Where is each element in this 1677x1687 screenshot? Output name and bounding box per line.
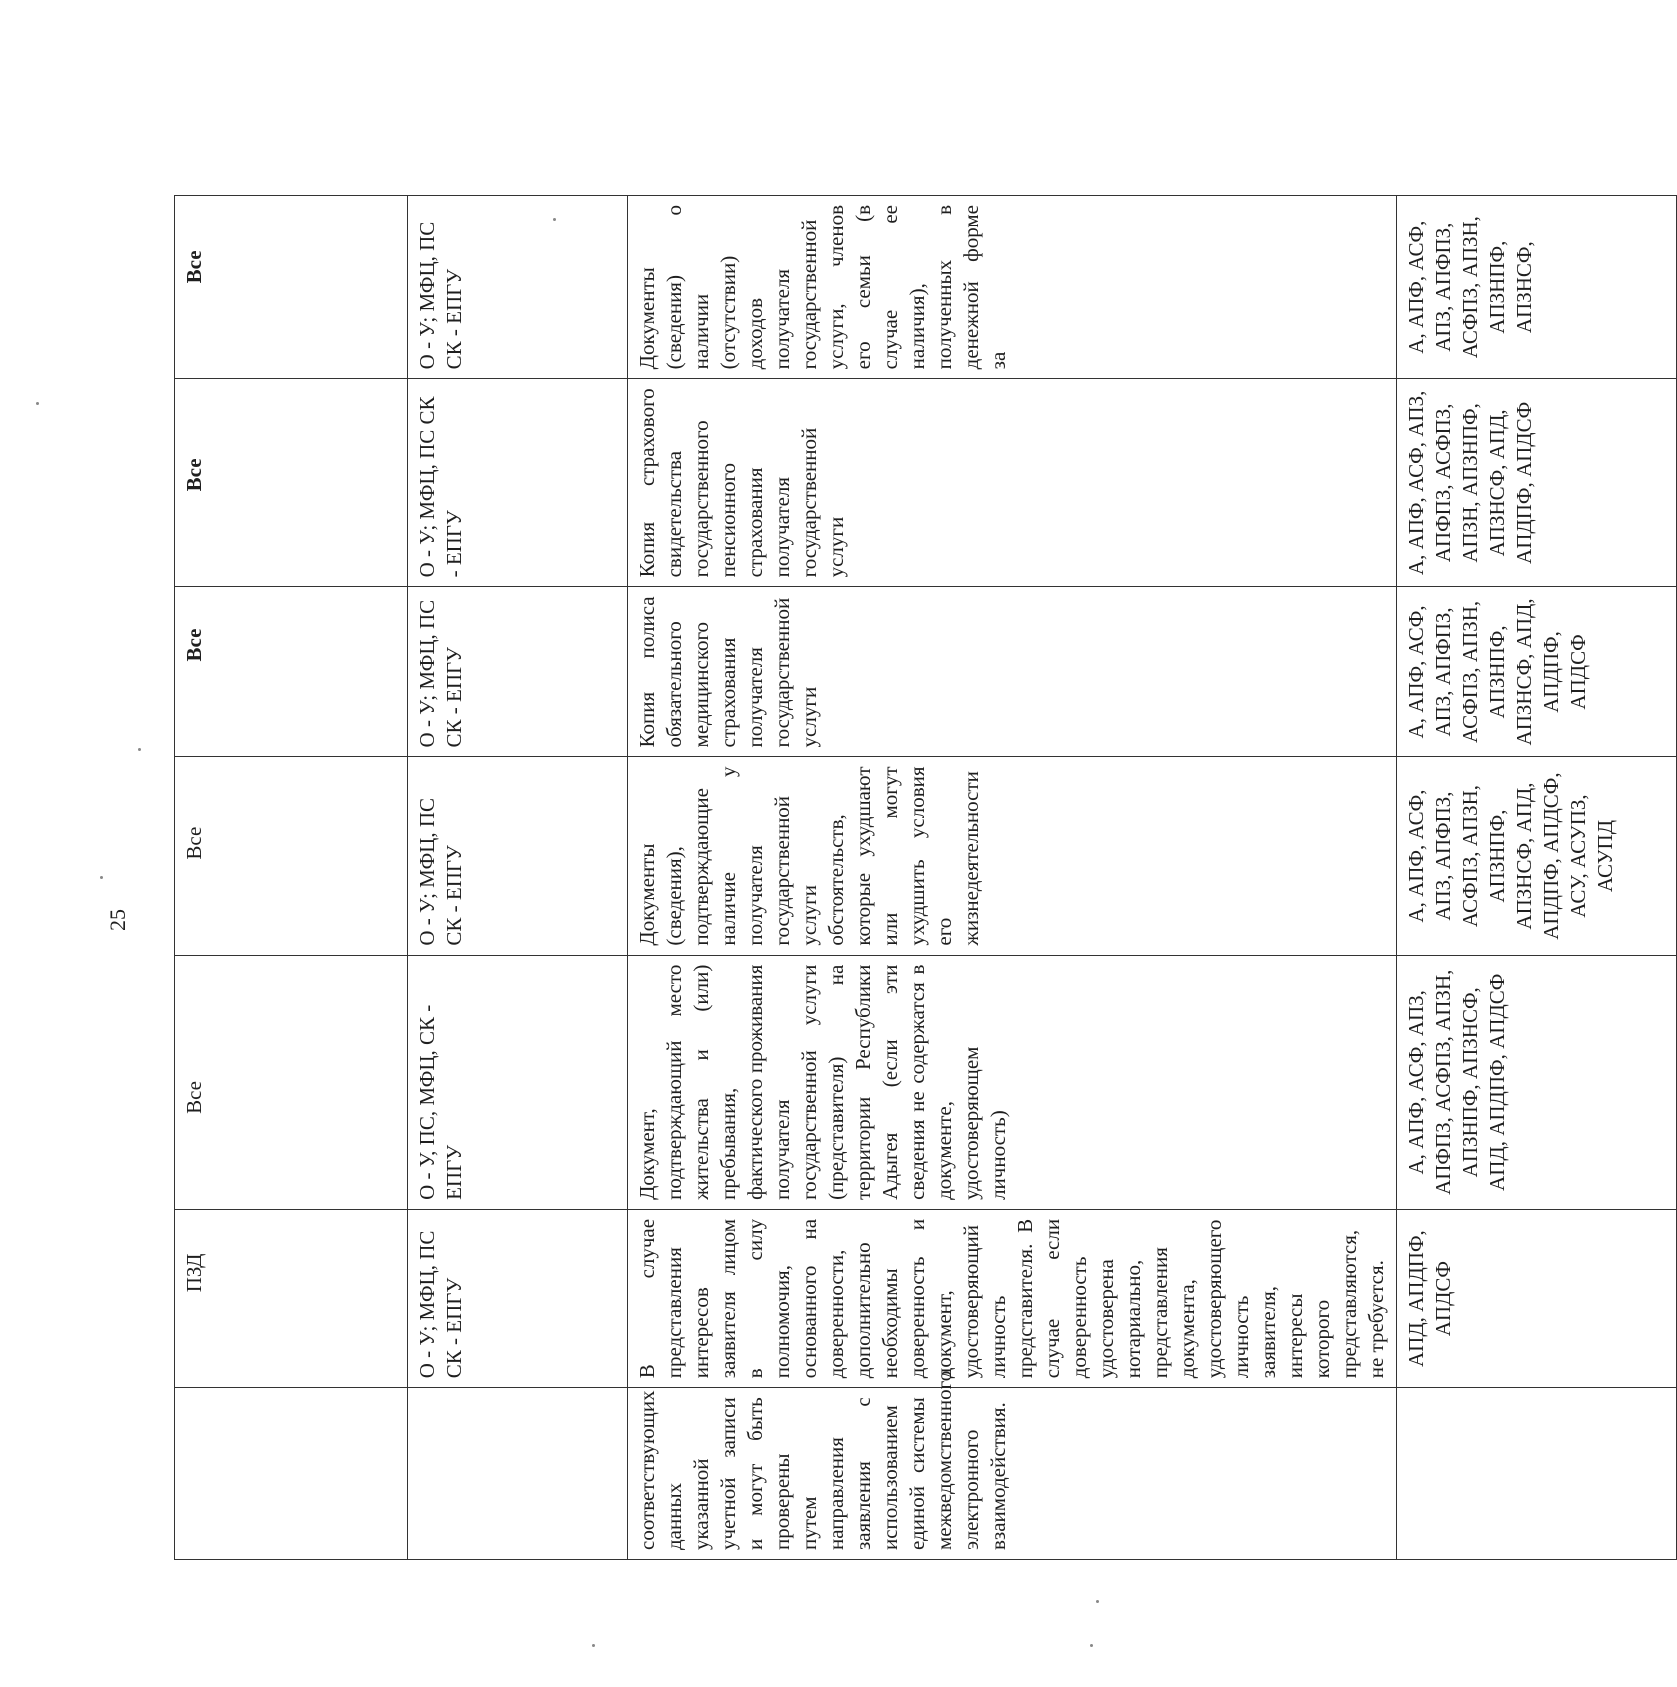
scan-speck	[138, 748, 141, 751]
table-cell	[175, 1388, 408, 1560]
table-cell: В случае представления интересов заявителя лицом в силу полномочия, основанного на доверенности, дополнительно необходимы доверенность и документ, удостоверяющий личность представителя. В случае если доверенность удостоверена нотариально, представления документа, удостоверяющего личность заявителя, интересы которого представляются, не требуется.	[628, 1209, 1397, 1387]
table-cell: О - У; МФЦ, ПС СК - ЕПГУ	[408, 379, 628, 587]
table-cell: Все	[175, 587, 408, 757]
table-cell: АПД, АПДПФ, АПДСФ	[1397, 1209, 1677, 1387]
table-cell: Документ, подтверждающий место жительства и (или) пребывания, фактического проживания получателя государственной услуги (представителя) на территории Республики Адыгея (если эти сведения не содержатся в документе, удостоверяющем личность)	[628, 955, 1397, 1209]
scan-speck	[100, 876, 103, 879]
table-cell: А, АПФ, АСФ, АПЗ, АПФПЗ, АСФПЗ, АПЗН, АПЗНПФ, АПЗНСФ,	[1397, 196, 1677, 379]
table-cell: Все	[175, 196, 408, 379]
table-cell	[1397, 1388, 1677, 1560]
table-cell: А, АПФ, АСФ, АПЗ, АПФПЗ, АСФПЗ, АПЗН, АПЗНПФ, АПЗНСФ, АПД, АПДПФ, АПДСФ	[1397, 955, 1677, 1209]
table-cell: А, АПФ, АСФ, АПЗ, АПФПЗ, АСФПЗ, АПЗН, АПЗНПФ, АПЗНСФ, АПД, АПДПФ, АПДСФ	[1397, 587, 1677, 757]
table-cell	[408, 1388, 628, 1560]
table-cell: А, АПФ, АСФ, АПЗ, АПФПЗ, АСФПЗ, АПЗН, АПЗНПФ, АПЗНСФ, АПД, АПДПФ, АПДСФ	[1397, 379, 1677, 587]
scan-speck	[592, 1644, 595, 1647]
table-cell: Документы (сведения), подтверждающие наличие у получателя государственной услуги обстоятельств, которые ухудшают или могут ухудшить условия его жизнедеятельности	[628, 757, 1397, 955]
column-document	[628, 196, 1397, 1560]
document-table-container	[174, 195, 1617, 1560]
column-categories	[1397, 196, 1677, 1560]
column-method	[408, 196, 628, 1560]
table-cell: О - У; МФЦ, ПС СК - ЕПГУ	[408, 196, 628, 379]
table-cell: О - У; МФЦ, ПС СК - ЕПГУ	[408, 757, 628, 955]
table-cell: А, АПФ, АСФ, АПЗ, АПФПЗ, АСФПЗ, АПЗН, АПЗНПФ, АПЗНСФ, АПД, АПДПФ, АПДСФ, АСУ, АСУПЗ, АСУПД	[1397, 757, 1677, 955]
table-cell: О - У; МФЦ, ПС СК - ЕПГУ	[408, 1209, 628, 1387]
scan-speck	[1090, 1644, 1093, 1647]
table-cell: Все	[175, 757, 408, 955]
table-cell: ПЗД	[175, 1209, 408, 1387]
table-cell: Все	[175, 955, 408, 1209]
scan-speck	[1096, 1600, 1099, 1603]
table-cell: О - У; МФЦ, ПС СК - ЕПГУ	[408, 587, 628, 757]
page-number: 25	[105, 909, 130, 931]
table-cell: Все	[175, 379, 408, 587]
table-cell: Копия страхового свидетельства государственного пенсионного страхования получателя государственной услуги	[628, 379, 1397, 587]
scan-speck	[553, 218, 556, 221]
table-cell: соответствующих данных указанной учетной записи и могут быть проверены путем направления заявления с использованием единой системы межведомственного электронного взаимодействия.	[628, 1388, 1397, 1560]
table-cell: Копия полиса обязательного медицинского страхования получателя государственной услуги	[628, 587, 1397, 757]
table-cell: Документы (сведения) о наличии (отсутствии) доходов получателя государственной услуги, членов его семьи (в случае ее наличия), полученных в денежной форме за	[628, 196, 1397, 379]
services-table	[174, 195, 1677, 1560]
scan-speck	[36, 402, 39, 405]
column-applies-to	[175, 196, 408, 1560]
table-cell: О - У, ПС, МФЦ, СК - ЕПГУ	[408, 955, 628, 1209]
